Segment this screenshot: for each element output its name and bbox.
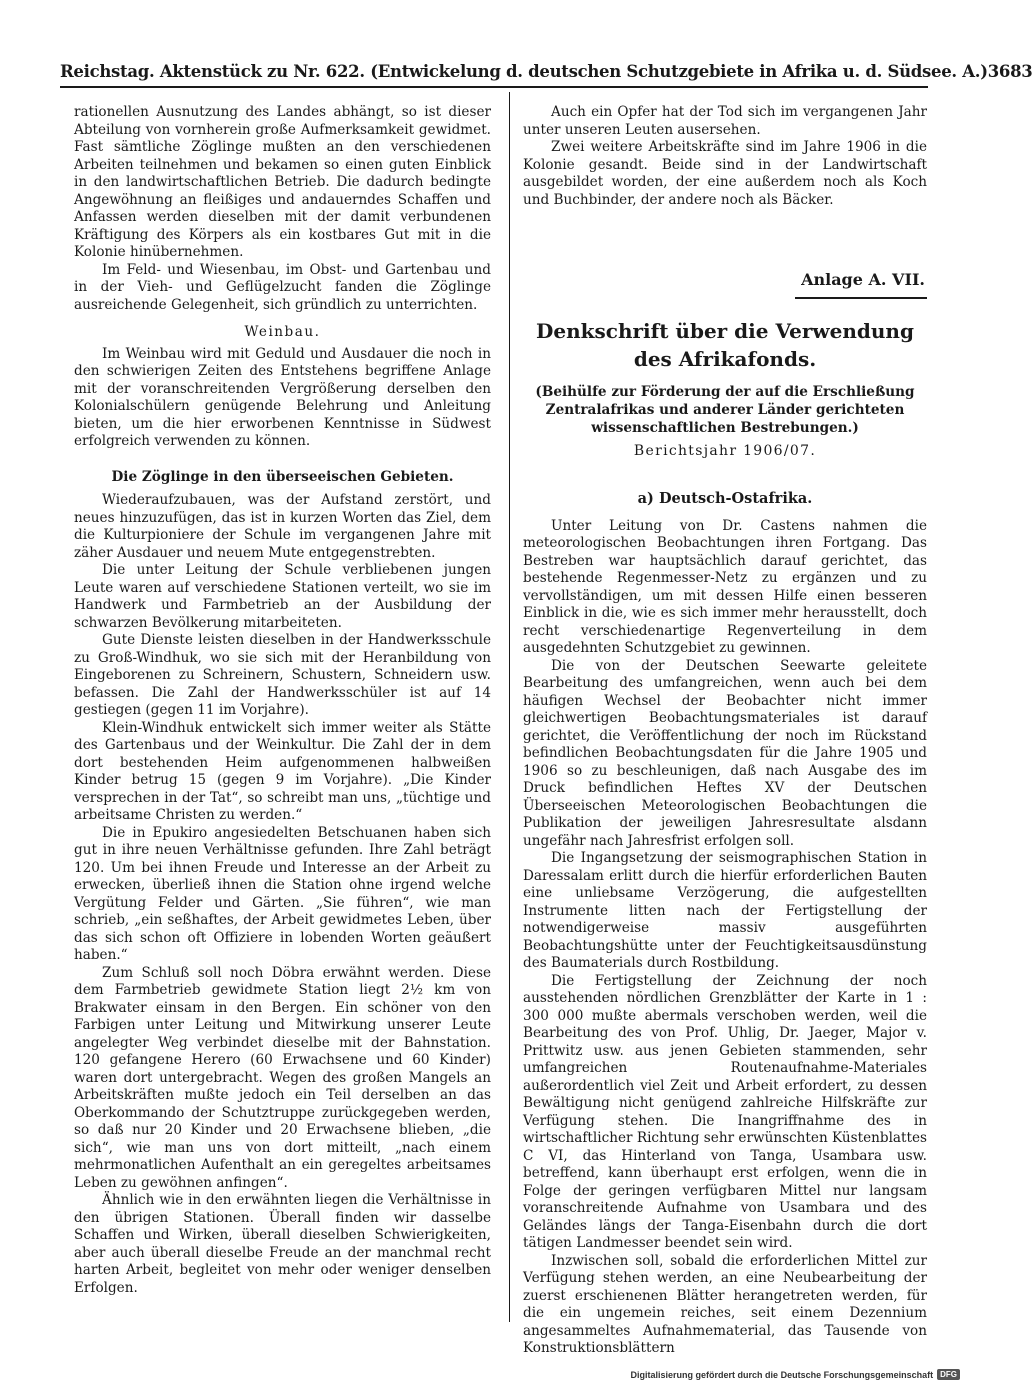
- paragraph: Wiederaufzubauen, was der Aufstand zerstört, und neues hinzuzufügen, das ist in kurzen Worten das Ziel, dem die Kulturpioniere der Schule im vergangenen Jahre mit zäher Ausdauer und neuem Mute entgegenstrebten.: [74, 492, 491, 561]
- appendix-label: Anlage A. VII.: [801, 270, 925, 289]
- paragraph: Die Fertigstellung der Zeichnung der noch ausstehenden nördlichen Grenzblätter der Karte in 1 : 300 000 mußte abermals verschoben werden, weil die Bearbeitung des von Prof. Uhlig, Dr. Jaeger, Major v. Prittwitz usw. aus jenen Gebieten stammenden, sehr umfangreichen Routenaufnahme-Materiales außerordentlich viel Zeit und Arbeit erfordert, zu dessen Bewältigung nicht genügend zahlreiche Hilfskräfte zur Verfügung stehen. Die Inangriffnahme des in wirtschaftlicher Richtung sehr erwünschten Küstenblattes C VI, das Hinterland von Tanga, Usambara usw. betreffend, kann überhaupt erst erfolgen, wenn die in Folge der geringen verfügbaren Mittel nur langsam voranschreitende Aufnahme von Usambara und des Geländes längs der Tanga-Eisenbahn durch die dort tätigen Landmesser beendet sein wird.: [523, 972, 927, 1251]
- paragraph: Klein-Windhuk entwickelt sich immer weiter als Stätte des Gartenbaus und der Weinkultur. Die Zahl der in dem dort bestehenden Heim aufgenommenen halbweißen Kinder betrug 15 (gegen 9 im Vorjahre). „Die Kinder versprechen in der Tat“, so schreibt man uns, „tüchtige und arbeitsame Christen zu werden.“: [74, 719, 491, 823]
- paragraph: Gute Dienste leisten dieselben in der Handwerksschule zu Groß-Windhuk, wo sie sich mit der Heranbildung von Eingeborenen zu Schreinern, Schustern, Schneidern usw. befassen. Die Zahl der Handwerksschüler ist auf 14 gestiegen (gegen 11 im Vorjahre).: [74, 632, 491, 718]
- running-header: [60, 62, 1032, 81]
- section-heading-zoeglinge: Die Zöglinge in den überseeischen Gebieten.: [111, 468, 454, 485]
- paragraph: Die Ingangsetzung der seismographischen Station in Daressalam erlitt durch die hierfür erforderlichen Bauten eine unliebsame Verzögerung, die aufgestellten Instrumente litten nach der Fertigstellung der notwendigerweise massiv ausgeführten Beobachtungshütte unter der Feuchtigkeitsausdünstung des Baumaterials durch Rostbildung.: [523, 850, 927, 971]
- paragraph: Unter Leitung von Dr. Castens nahmen die meteorologischen Beobachtungen ihren Fortgang. Das Bestreben war hauptsächlich darauf gerichtet, das bestehende Regenmesser-Netz zu ergänzen und zu vervollständigen, um mit dessen Hilfe einen besseren Einblick in die, wie es sich immer mehr herausstellt, doch recht verschiedenartige Regenverteilung in dem ausgedehnten Schutzgebiet zu gewinnen.: [523, 517, 927, 656]
- section-heading-weinbau: Weinbau.: [244, 324, 321, 340]
- paragraph: Die unter Leitung der Schule verbliebenen jungen Leute waren auf verschiedene Stationen verteilt, wo sie im Handwerk und Farmbetrieb an der Ausbildung der schwarzen Bevölkerung mitarbeiteten.: [74, 562, 491, 631]
- paragraph: Zum Schluß soll noch Döbra erwähnt werden. Diese dem Farmbetrieb gewidmete Station liegt 2½ km von Brakwater einsam in den Bergen. Ein schöner von den Farbigen unter Leitung und Mitwirkung unserer Leute angelegter Weg verbindet dieselbe mit der Bahnstation. 120 gefangene Herero (60 Erwachsene und 60 Kinder) waren dort untergebracht. Wegen des großen Mangels an Arbeitskräften mußte jedoch ein Teil derselben an das Oberkommando der Schutztruppe zurückgegeben werden, so daß nur 20 Kinder und 20 Erwachsene blieben, „die sich“, wie man uns von dort mitteilt, „nach einem mehrmonatlichen Aufenthalt an ein geregeltes arbeitsames Leben zu gewöhnen anfingen“.: [74, 964, 491, 1191]
- column-divider: [509, 92, 510, 1322]
- paragraph: Die von der Deutschen Seewarte geleitete Bearbeitung des umfangreichen, wenn auch bei dem häufigen Wechsel der Beobachter nicht immer gleichwertigen Beobachtungsmateriales ist darauf gerichtet, die Veröffentlichung der noch im Rückstand befindlichen Beobachtungsdaten für die Jahre 1905 und 1906 so zu beschleunigen, daß nach Ausgabe des im Druck befindlichen Heftes XV der Deutschen Überseeischen Meteorologischen Beobachtungen die Publikation der jeweiligen Jahresresultate alsdann ungefähr nach Jahresfrist erfolgen soll.: [523, 657, 927, 849]
- document-title: Denkschrift über die Verwendung des Afrikafonds.: [536, 318, 914, 371]
- paragraph: rationellen Ausnutzung des Landes abhängt, so ist dieser Abteilung von vornherein große Aufmerksamkeit gewidmet. Fast sämtliche Zöglinge mußten an den verschiedenen Arbeiten teilnehmen und bekamen so einen guten Einblick in den landwirtschaftlichen Betrieb. Die dadurch bedingte Angewöhnung an fleißiges und andauerndes Schaffen und Anfassen werden dieselben mit der damit verbundenen Kräftigung des Körpers als ein kostbares Gut mit in die Kolonie hinübernehmen.: [74, 104, 491, 260]
- left-column: [74, 104, 491, 1297]
- paragraph: Im Feld- und Wiesenbau, im Obst- und Gartenbau und in der Vieh- und Geflügelzucht fanden die Zöglinge ausreichende Gelegenheit, sich gründlich zu unterrichten.: [74, 261, 491, 313]
- document-subtitle: (Beihülfe zur Förderung der auf die Erschließung Zentralafrikas und anderer Länder gerichteten wissenschaftlichen Bestrebungen.): [535, 383, 915, 436]
- paragraph: Inzwischen soll, sobald die erforderlichen Mittel zur Verfügung stehen werden, an eine Neubearbeitung der zuerst erschienenen Blätter herangetreten werden, für die ein ungemein reiches, seit einem Dezennium angesammeltes Aufnahmematerial, das Tausende von Konstruktionsblättern: [523, 1252, 927, 1356]
- appendix-rule: [795, 297, 927, 299]
- header-title: Reichstag. Aktenstück zu Nr. 622. (Entwickelung d. deutschen Schutzgebiete in Afrika u. d. Südsee. A.): [60, 62, 988, 81]
- digitization-credit: [631, 1369, 960, 1380]
- dfg-logo: DFG: [937, 1369, 960, 1380]
- header-rule: [60, 86, 928, 88]
- paragraph: Im Weinbau wird mit Geduld und Ausdauer die noch in den schwierigen Zeiten des Entstehens begriffene Anlage mit der voranschreitenden Vergrößerung derselben den Kolonialschülern genügende Belehrung und Anleitung bieten, um die hier erworbenen Kenntnisse in Südwest erfolgreich verwenden zu können.: [74, 345, 491, 449]
- credit-text: Digitalisierung gefördert durch die Deutsche Forschungsgemeinschaft: [630, 1369, 934, 1380]
- report-year: Berichtsjahr 1906/07.: [633, 442, 817, 459]
- paragraph: Ähnlich wie in den erwähnten liegen die Verhältnisse in den übrigen Stationen. Überall finden wir dasselbe Schaffen und Wirken, überall dieselben Schwierigkeiten, aber auch überall dieselbe Freude an der manchmal recht harten Arbeit, begleitet von mehr oder weniger denselben Erfolgen.: [74, 1192, 491, 1296]
- paragraph: Die in Epukiro angesiedelten Betschuanen haben sich gut in ihre neuen Verhältnisse gefunden. Ihre Zahl beträgt 120. Um bei ihnen Freude und Interesse an der Arbeit zu erwecken, überließ ihnen die Station ohne irgend welche Vergütung Felder und Gärten. „Sie führen“, wie man schrieb, „ein seßhaftes, der Arbeit gewidmetes Leben, über das sich schon oft Offiziere in lobenden Worten geäußert haben.“: [74, 824, 491, 963]
- section-heading-ostafrika: a) Deutsch-Ostafrika.: [637, 490, 813, 507]
- page-number: 3683: [987, 62, 1032, 81]
- paragraph: Auch ein Opfer hat der Tod sich im vergangenen Jahr unter unseren Leuten ausersehen.: [523, 104, 927, 138]
- right-column: [523, 104, 927, 1358]
- paragraph: Zwei weitere Arbeitskräfte sind im Jahre 1906 in die Kolonie gesandt. Beide sind in der Landwirtschaft ausgebildet worden, der eine außerdem noch als Koch und Buchbinder, der andere noch als Bäcker.: [523, 139, 927, 208]
